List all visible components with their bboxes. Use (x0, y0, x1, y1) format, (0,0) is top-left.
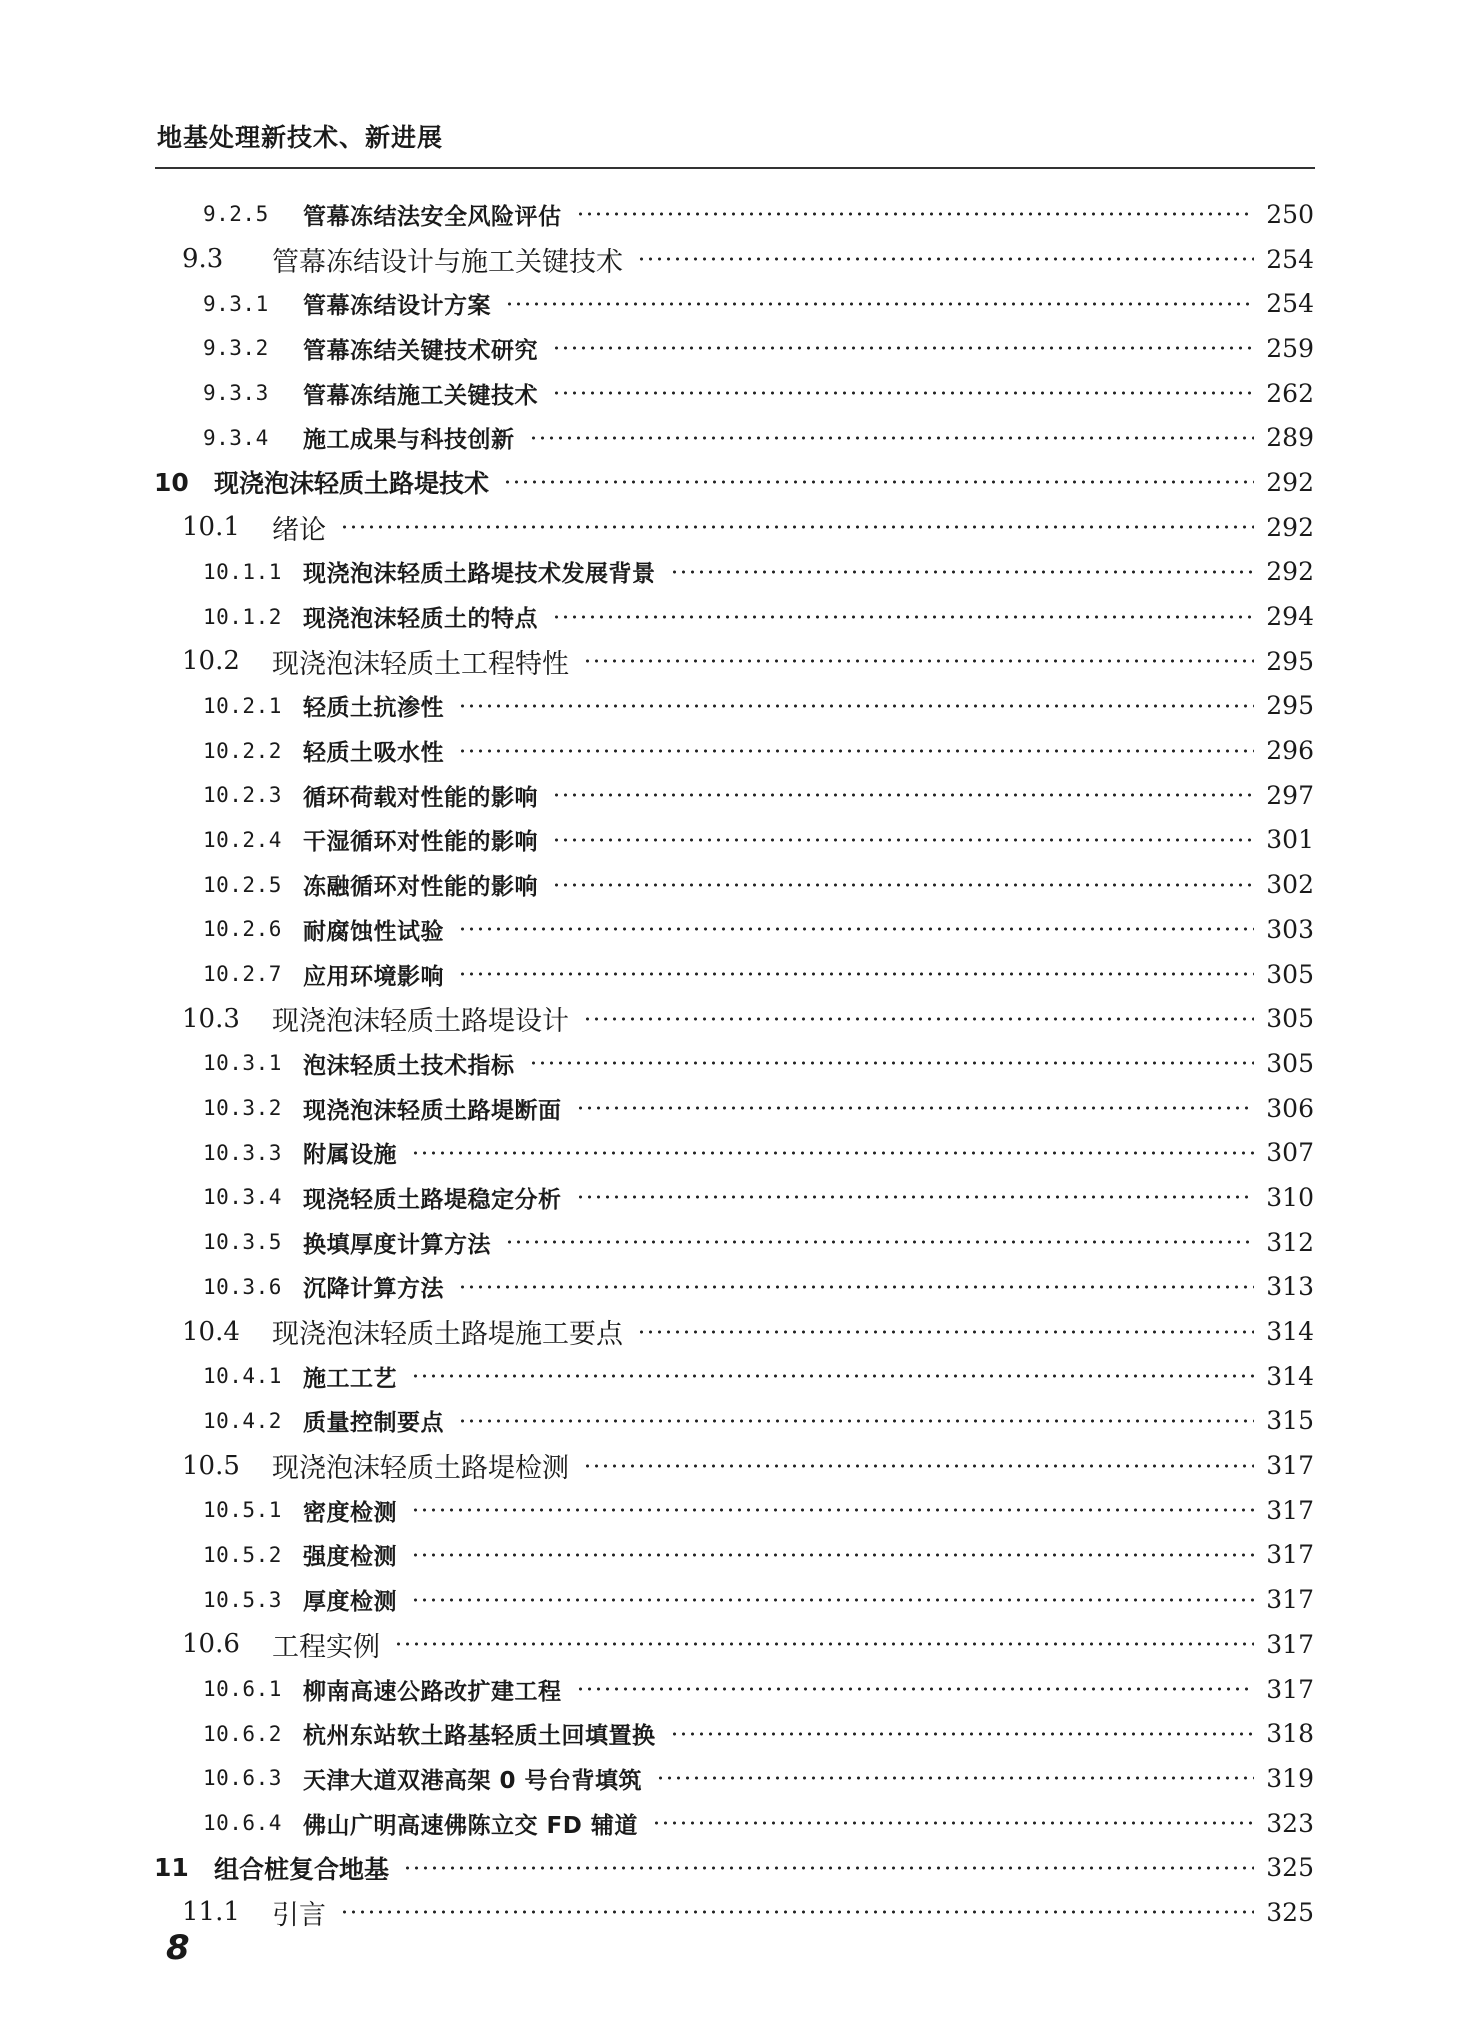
toc-entry-title: 质量控制要点 (303, 1410, 444, 1437)
table-of-contents (0, 192, 1459, 1935)
dot-leader (583, 1017, 1254, 1021)
toc-entry-number: 10.5.3 (203, 1587, 282, 1612)
toc-entry[interactable] (0, 1354, 1459, 1399)
toc-entry-title: 轻质土吸水性 (303, 740, 444, 767)
toc-entry-page: 313 (1266, 1272, 1314, 1302)
dot-leader (576, 1195, 1255, 1199)
toc-entry-title: 组合桩复合地基 (214, 1854, 390, 1884)
dot-leader (670, 570, 1255, 574)
dot-leader (458, 749, 1254, 753)
toc-entry-number: 10.2.1 (203, 693, 282, 718)
toc-entry-page: 307 (1266, 1138, 1314, 1168)
toc-entry[interactable] (0, 1622, 1459, 1667)
dot-leader (552, 838, 1254, 842)
toc-entry[interactable] (0, 505, 1459, 550)
toc-entry-page: 296 (1266, 736, 1314, 766)
toc-entry[interactable] (0, 1041, 1459, 1086)
toc-entry-title: 绪论 (272, 514, 326, 546)
dot-leader (576, 1106, 1255, 1110)
toc-entry-title: 施工成果与科技创新 (303, 427, 515, 454)
toc-entry-title: 现浇泡沫轻质土路堤施工要点 (272, 1319, 623, 1351)
toc-entry-number: 10.3.4 (203, 1185, 282, 1210)
toc-entry-page: 297 (1266, 780, 1314, 810)
toc-entry[interactable] (0, 1488, 1459, 1533)
toc-entry-title: 管幕冻结设计与施工关键技术 (272, 246, 623, 278)
toc-entry-number: 10.4 (182, 1316, 240, 1347)
toc-entry[interactable] (0, 1399, 1459, 1444)
dot-leader (552, 615, 1254, 619)
dot-leader (552, 391, 1254, 395)
toc-entry-number: 9.3.4 (203, 425, 269, 450)
toc-entry-number: 10.6.1 (203, 1677, 282, 1702)
toc-entry-title: 应用环境影响 (303, 963, 444, 990)
toc-entry[interactable] (0, 952, 1459, 997)
toc-entry-title: 现浇轻质土路堤稳定分析 (303, 1186, 562, 1213)
toc-entry-page: 302 (1266, 870, 1314, 900)
dot-leader (411, 1553, 1254, 1557)
toc-entry[interactable] (0, 192, 1459, 237)
dot-leader (411, 1598, 1254, 1602)
toc-entry-number: 10.1.2 (203, 604, 282, 629)
toc-entry[interactable] (0, 1309, 1459, 1354)
toc-entry-number: 10 (154, 467, 189, 497)
toc-entry-number: 10.6 (182, 1629, 240, 1660)
toc-entry-page: 294 (1266, 602, 1314, 632)
toc-entry-page: 254 (1266, 289, 1314, 319)
dot-leader (637, 257, 1254, 261)
toc-entry-page: 305 (1266, 1004, 1314, 1034)
toc-entry[interactable] (0, 326, 1459, 371)
header-rule (155, 167, 1315, 169)
toc-entry-page: 317 (1266, 1495, 1314, 1525)
toc-entry-number: 10.3 (182, 1003, 240, 1034)
toc-entry-number: 10.2.5 (203, 872, 282, 897)
toc-entry-number: 10.2.6 (203, 917, 282, 942)
toc-entry-page: 305 (1266, 959, 1314, 989)
toc-entry[interactable] (0, 773, 1459, 818)
toc-entry-number: 10.6.3 (203, 1766, 282, 1791)
toc-entry[interactable] (0, 862, 1459, 907)
toc-entry[interactable] (0, 1130, 1459, 1175)
toc-entry-title: 现浇泡沫轻质土的特点 (303, 606, 538, 633)
toc-entry-title: 管幕冻结施工关键技术 (303, 382, 538, 409)
dot-leader (458, 1419, 1254, 1423)
toc-entry-page: 325 (1266, 1853, 1314, 1883)
dot-leader (576, 212, 1255, 216)
toc-entry-title: 冻融循环对性能的影响 (303, 874, 538, 901)
toc-entry-page: 259 (1266, 333, 1314, 363)
toc-entry[interactable] (0, 907, 1459, 952)
toc-entry-page: 312 (1266, 1227, 1314, 1257)
dot-leader (403, 1866, 1254, 1870)
toc-entry[interactable] (0, 1801, 1459, 1846)
toc-entry[interactable] (0, 1756, 1459, 1801)
toc-entry-page: 317 (1266, 1540, 1314, 1570)
toc-entry-title: 泡沫轻质土技术指标 (303, 1052, 515, 1079)
toc-entry-number: 11.1 (182, 1897, 240, 1928)
toc-entry[interactable] (0, 550, 1459, 595)
dot-leader (529, 1061, 1255, 1065)
toc-entry-page: 303 (1266, 914, 1314, 944)
toc-entry-title: 管幕冻结法安全风险评估 (303, 203, 562, 230)
toc-entry-page: 310 (1266, 1182, 1314, 1212)
toc-entry-number: 10.3.6 (203, 1274, 282, 1299)
toc-entry[interactable] (0, 996, 1459, 1041)
toc-entry-title: 耐腐蚀性试验 (303, 918, 444, 945)
dot-leader (505, 1240, 1254, 1244)
toc-entry-title: 现浇泡沫轻质土路堤断面 (303, 1097, 562, 1124)
toc-entry[interactable] (0, 818, 1459, 863)
toc-entry-number: 9.3.2 (203, 336, 269, 361)
dot-leader (505, 302, 1254, 306)
dot-leader (394, 1642, 1254, 1646)
toc-entry-page: 289 (1266, 423, 1314, 453)
toc-entry-page: 317 (1266, 1585, 1314, 1615)
toc-entry[interactable] (0, 1443, 1459, 1488)
dot-leader (411, 1374, 1254, 1378)
toc-entry-number: 10.5.2 (203, 1542, 282, 1567)
toc-entry-number: 11 (154, 1853, 189, 1883)
toc-entry-title: 工程实例 (272, 1631, 380, 1663)
toc-entry-title: 密度检测 (303, 1499, 397, 1526)
dot-leader (576, 1687, 1255, 1691)
toc-entry-page: 314 (1266, 1317, 1314, 1347)
dot-leader (583, 1464, 1254, 1468)
toc-entry-number: 9.3 (182, 244, 224, 275)
toc-entry-number: 10.2.3 (203, 783, 282, 808)
toc-entry-page: 292 (1266, 557, 1314, 587)
dot-leader (411, 1151, 1254, 1155)
toc-entry-title: 现浇泡沫轻质土路堤技术发展背景 (303, 561, 656, 588)
toc-entry-title: 杭州东站软土路基轻质土回填置换 (303, 1723, 656, 1750)
toc-entry[interactable] (0, 1890, 1459, 1935)
toc-entry-title: 强度检测 (303, 1544, 397, 1571)
toc-entry-title: 现浇泡沫轻质土工程特性 (272, 648, 569, 680)
toc-entry[interactable] (0, 1175, 1459, 1220)
toc-entry-title: 厚度检测 (303, 1589, 397, 1616)
dot-leader (552, 793, 1254, 797)
dot-leader (503, 480, 1254, 484)
dot-leader (552, 346, 1254, 350)
toc-entry-title: 现浇泡沫轻质土路堤检测 (272, 1453, 569, 1485)
dot-leader (637, 1330, 1254, 1334)
dot-leader (583, 659, 1254, 663)
toc-entry-title: 换填厚度计算方法 (303, 1231, 491, 1258)
toc-entry-page: 295 (1266, 646, 1314, 676)
toc-entry[interactable] (0, 1220, 1459, 1265)
toc-entry-number: 9.3.3 (203, 381, 269, 406)
toc-entry-page: 325 (1266, 1897, 1314, 1927)
dot-leader (340, 525, 1254, 529)
dot-leader (458, 972, 1254, 976)
toc-entry-page: 305 (1266, 1048, 1314, 1078)
toc-entry-page: 317 (1266, 1451, 1314, 1481)
toc-entry-title: 附属设施 (303, 1142, 397, 1169)
toc-entry-number: 10.4.1 (203, 1364, 282, 1389)
toc-entry-number: 9.2.5 (203, 202, 269, 227)
toc-entry-number: 10.6.2 (203, 1721, 282, 1746)
toc-entry[interactable] (0, 594, 1459, 639)
toc-entry[interactable] (0, 684, 1459, 729)
toc-entry[interactable] (0, 415, 1459, 460)
toc-entry[interactable] (0, 728, 1459, 773)
toc-entry-number: 10.3.3 (203, 1140, 282, 1165)
toc-entry[interactable] (0, 1845, 1459, 1890)
toc-entry-page: 254 (1266, 244, 1314, 274)
toc-entry-number: 10.2 (182, 646, 240, 677)
dot-leader (652, 1821, 1254, 1825)
toc-entry-page: 292 (1266, 467, 1314, 497)
toc-entry-number: 10.3.5 (203, 1230, 282, 1255)
toc-entry[interactable] (0, 1265, 1459, 1310)
toc-entry-number: 10.5.1 (203, 1498, 282, 1523)
toc-entry[interactable] (0, 371, 1459, 416)
toc-entry[interactable] (0, 1667, 1459, 1712)
toc-entry-number: 10.2.2 (203, 738, 282, 763)
dot-leader (670, 1732, 1255, 1736)
toc-entry-page: 315 (1266, 1406, 1314, 1436)
toc-entry-title: 管幕冻结设计方案 (303, 293, 491, 320)
toc-entry-title: 佛山广明高速佛陈立交 FD 辅道 (303, 1812, 638, 1839)
page-number: 8 (166, 1928, 190, 1968)
toc-entry-page: 317 (1266, 1629, 1314, 1659)
toc-entry-page: 314 (1266, 1361, 1314, 1391)
toc-entry-page: 318 (1266, 1719, 1314, 1749)
toc-entry-title: 循环荷载对性能的影响 (303, 784, 538, 811)
toc-entry-number: 10.1 (182, 512, 240, 543)
toc-entry-number: 10.2.4 (203, 827, 282, 852)
toc-entry-title: 管幕冻结关键技术研究 (303, 337, 538, 364)
toc-entry-title: 柳南高速公路改扩建工程 (303, 1678, 562, 1705)
toc-entry[interactable] (0, 639, 1459, 684)
dot-leader (411, 1508, 1254, 1512)
toc-entry-title: 天津大道双港高架 0 号台背填筑 (303, 1767, 643, 1794)
dot-leader (340, 1910, 1254, 1914)
toc-entry-title: 现浇泡沫轻质土路堤技术 (214, 469, 490, 499)
dot-leader (458, 1285, 1254, 1289)
running-head: 地基处理新技术、新进展 (157, 123, 444, 152)
toc-entry-number: 9.3.1 (203, 291, 269, 316)
toc-entry-title: 轻质土抗渗性 (303, 695, 444, 722)
toc-entry-page: 306 (1266, 1093, 1314, 1123)
toc-entry[interactable] (0, 460, 1459, 505)
toc-entry-number: 10.3.1 (203, 1051, 282, 1076)
toc-entry[interactable] (0, 1577, 1459, 1622)
toc-entry-page: 292 (1266, 512, 1314, 542)
toc-entry-page: 317 (1266, 1674, 1314, 1704)
toc-entry-number: 10.3.2 (203, 1096, 282, 1121)
toc-entry-number: 10.4.2 (203, 1408, 282, 1433)
toc-entry-title: 现浇泡沫轻质土路堤设计 (272, 1006, 569, 1038)
dot-leader (458, 704, 1254, 708)
toc-entry-number: 10.1.1 (203, 559, 282, 584)
toc-entry-title: 施工工艺 (303, 1365, 397, 1392)
dot-leader (458, 927, 1254, 931)
dot-leader (529, 436, 1255, 440)
dot-leader (552, 883, 1254, 887)
toc-entry-page: 319 (1266, 1763, 1314, 1793)
toc-entry-title: 干湿循环对性能的影响 (303, 829, 538, 856)
toc-entry[interactable] (0, 1086, 1459, 1131)
toc-entry-page: 250 (1266, 199, 1314, 229)
toc-entry-number: 10.2.7 (203, 962, 282, 987)
toc-entry-page: 295 (1266, 691, 1314, 721)
toc-entry-page: 262 (1266, 378, 1314, 408)
toc-entry-title: 沉降计算方法 (303, 1276, 444, 1303)
toc-entry[interactable] (0, 1533, 1459, 1578)
toc-entry-page: 301 (1266, 825, 1314, 855)
toc-entry-number: 10.5 (182, 1450, 240, 1481)
toc-entry[interactable] (0, 1711, 1459, 1756)
toc-entry[interactable] (0, 281, 1459, 326)
toc-entry[interactable] (0, 237, 1459, 282)
toc-entry-title: 引言 (272, 1899, 326, 1931)
toc-entry-number: 10.6.4 (203, 1811, 282, 1836)
dot-leader (656, 1776, 1254, 1780)
toc-entry-page: 323 (1266, 1808, 1314, 1838)
